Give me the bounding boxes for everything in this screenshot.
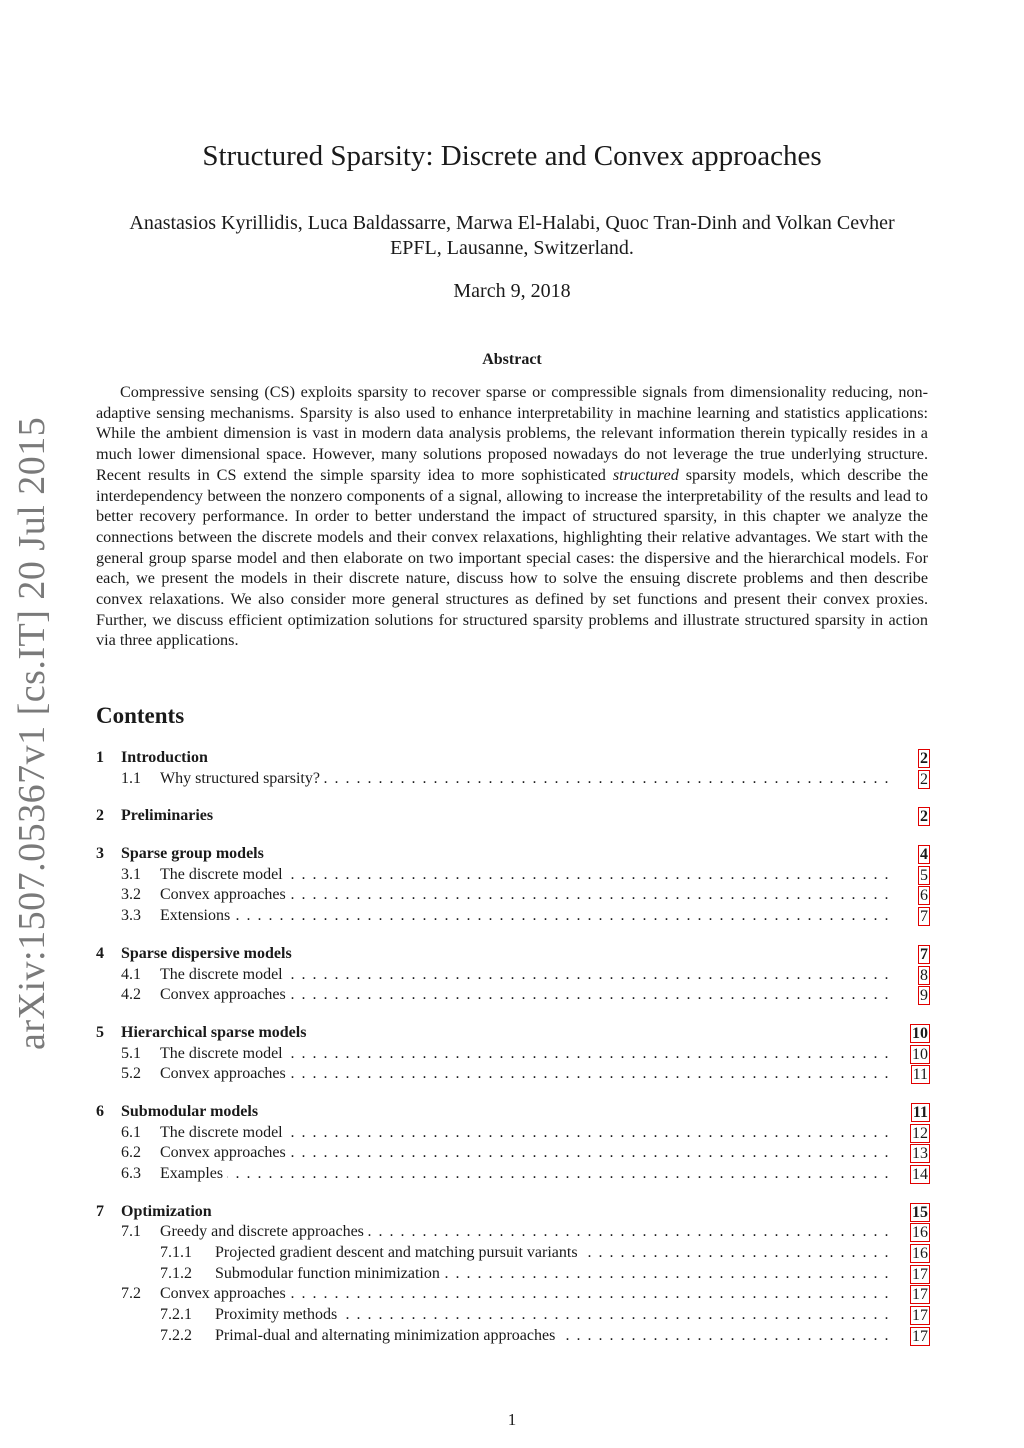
toc-entry[interactable] — [96, 1143, 930, 1164]
toc-entry[interactable] — [96, 1102, 930, 1123]
toc-entry[interactable] — [96, 1305, 930, 1326]
toc-entry-title[interactable]: Primal-dual and alternating minimization approaches — [215, 1327, 559, 1344]
toc-entry-title[interactable]: The discrete model — [160, 966, 287, 983]
toc-entry[interactable] — [96, 1243, 930, 1264]
toc-entry[interactable] — [96, 965, 930, 986]
toc-entry-title[interactable]: Convex approaches — [160, 1065, 290, 1082]
toc-entry[interactable] — [96, 1123, 930, 1144]
toc-entry[interactable] — [96, 748, 930, 769]
toc-entry-title[interactable]: Hierarchical sparse models — [121, 1024, 310, 1041]
toc-entry-number: 5.2 — [121, 1065, 141, 1083]
toc-page-link[interactable]: 14 — [912, 1166, 928, 1183]
toc-entry-title[interactable]: Proximity methods — [215, 1306, 341, 1323]
arxiv-identifier-stamp: arXiv:1507.05367v1 [cs.IT] 20 Jul 2015 — [11, 416, 53, 1050]
toc-entry-title[interactable]: Convex approaches — [160, 886, 290, 903]
toc-entry-number: 2 — [96, 807, 104, 825]
toc-entry[interactable] — [96, 1164, 930, 1185]
toc-entry[interactable] — [96, 1044, 930, 1065]
toc-entry-number: 7.1.1 — [160, 1244, 192, 1262]
affiliation: EPFL, Lausanne, Switzerland. — [390, 237, 634, 259]
toc-entry-number: 7.2.1 — [160, 1306, 192, 1324]
paper-title: Structured Sparsity: Discrete and Convex approaches — [202, 140, 822, 172]
toc-entry-number: 3.3 — [121, 907, 141, 925]
toc-page-link[interactable]: 11 — [912, 1066, 928, 1084]
toc-entry[interactable] — [96, 1202, 930, 1223]
toc-entry-number: 7.1 — [121, 1223, 141, 1241]
toc-entry-number: 3.1 — [121, 865, 141, 883]
toc-entry-title[interactable]: Convex approaches — [160, 986, 290, 1003]
author-list: Anastasios Kyrillidis, Luca Baldassarre, Marwa El-Halabi, Quoc Tran-Dinh and Volkan Cevher — [129, 212, 895, 234]
toc-entry[interactable] — [96, 906, 930, 927]
toc-entry[interactable] — [96, 985, 930, 1006]
toc-entry-number: 6.1 — [121, 1123, 141, 1141]
toc-entry-title[interactable]: Convex approaches — [160, 1144, 290, 1161]
toc-entry-number: 7 — [96, 1202, 104, 1220]
toc-page-link[interactable]: 2 — [920, 770, 928, 788]
toc-entry-number: 6.2 — [121, 1144, 141, 1162]
toc-entry[interactable] — [96, 885, 930, 906]
toc-entry-title[interactable]: Preliminaries — [121, 807, 217, 824]
toc-entry-number: 5.1 — [121, 1044, 141, 1062]
toc-page-link[interactable]: 10 — [912, 1024, 928, 1042]
abstract-emphasis: structured — [612, 465, 679, 484]
toc-entry[interactable] — [96, 844, 930, 865]
abstract-text-part-1: Compressive sensing (CS) exploits sparsity to recover sparse or compressible signals from dimensionality reducing, non-adaptive sensing mechanisms. Sparsity is also used to enhance interpretability in machine learning and statistics applications: While the ambient dimension is vast in modern data analysis problems, the relevant information therein typically resides in a much lower dimensional space. However, many solutions proposed nowadays do not leverage the true underlying structure. Recent results in CS extend the simple sparsity idea to more sophisticated — [96, 383, 928, 484]
toc-entry-number: 1 — [96, 749, 104, 766]
toc-page-link[interactable]: 16 — [912, 1224, 928, 1242]
page-number: 1 — [507, 1410, 517, 1429]
abstract-text-part-2: sparsity models, which describe the interdependency between the nonzero components of a signal, allowing to increase the interpretability of the results and lead to better recovery performance. In order to better understand the impact of structured sparsity, in this chapter we analyze the connections between the discrete models and their convex relaxations, highlighting their relative advantages. We start with the general group sparse model and then elaborate on two important special cases: the dispersive and the hierarchical models. For each, we present the models in their discrete nature, discuss how to solve the ensuing discrete problems and then describe convex relaxations. We also consider more general structures as defined by set functions and present their convex proxies. Further, we discuss efficient optimization solutions for structured sparsity problems and illustrate structured sparsity in action via three applications. — [96, 465, 929, 650]
toc-entry[interactable] — [96, 1064, 930, 1085]
toc-entry-title[interactable]: Why structured sparsity? — [160, 770, 324, 787]
toc-entry-title[interactable]: Examples — [160, 1165, 227, 1182]
toc-entry-number: 7.2 — [121, 1285, 141, 1303]
toc-entry[interactable] — [96, 944, 930, 965]
toc-page-link[interactable]: 7 — [920, 945, 928, 963]
toc-page-link[interactable]: 6 — [920, 887, 928, 905]
toc-entry-number: 6 — [96, 1102, 104, 1120]
toc-entry-number: 1.1 — [121, 769, 141, 787]
contents-heading: Contents — [96, 703, 185, 728]
abstract-text — [96, 382, 928, 651]
toc-page-link[interactable]: 11 — [912, 1103, 928, 1121]
toc-entry-title[interactable]: The discrete model — [160, 1045, 287, 1062]
toc-entry[interactable] — [96, 865, 930, 886]
toc-entry[interactable] — [96, 1023, 930, 1044]
toc-entry-number: 6.3 — [121, 1165, 141, 1182]
toc-page-link[interactable]: 9 — [920, 987, 928, 1005]
toc-page-link[interactable]: 2 — [920, 808, 928, 826]
toc-page-link[interactable]: 17 — [912, 1286, 928, 1304]
toc-entry-title[interactable]: Sparse group models — [121, 845, 268, 862]
toc-page-link[interactable]: 10 — [912, 1045, 928, 1063]
author-block — [0, 211, 1024, 261]
toc-page-link[interactable]: 12 — [912, 1124, 928, 1142]
toc-entry-number: 3 — [96, 845, 104, 863]
toc-entry[interactable] — [96, 806, 930, 827]
toc-page-link[interactable]: 13 — [912, 1145, 928, 1163]
toc-entry[interactable] — [96, 1284, 930, 1305]
toc-entry-title[interactable]: Submodular function minimization — [215, 1265, 444, 1282]
toc-entry[interactable] — [96, 769, 930, 790]
toc-page-link[interactable]: 7 — [920, 908, 928, 926]
abstract-heading: Abstract — [482, 351, 542, 368]
toc-entry[interactable] — [96, 1264, 930, 1285]
toc-entry[interactable] — [96, 1326, 930, 1347]
toc-entry-number: 4 — [96, 944, 104, 962]
toc-entry-number: 3.2 — [121, 886, 141, 904]
toc-entry-title[interactable]: Convex approaches — [160, 1285, 290, 1302]
toc-page-link[interactable]: 5 — [920, 866, 928, 884]
toc-page-link[interactable]: 2 — [920, 750, 928, 767]
toc-entry-title[interactable]: The discrete model — [160, 1124, 287, 1141]
toc-entry[interactable] — [96, 1222, 930, 1243]
toc-entry-title[interactable]: Greedy and discrete approaches — [160, 1223, 368, 1240]
toc-entry-title[interactable]: Projected gradient descent and matching pursuit variants — [215, 1244, 582, 1261]
paper-date: March 9, 2018 — [453, 280, 571, 302]
toc-entry-number: 4.2 — [121, 986, 141, 1004]
toc-page-link[interactable]: 16 — [912, 1245, 928, 1263]
toc-entry-number: 7.2.2 — [160, 1326, 192, 1344]
toc-entry-title[interactable]: Submodular models — [121, 1103, 262, 1120]
toc-entry-title[interactable]: Introduction — [121, 749, 212, 766]
toc-entry-title[interactable]: The discrete model — [160, 866, 287, 883]
toc-page-link[interactable]: 17 — [912, 1307, 928, 1325]
toc-page-link[interactable]: 15 — [912, 1203, 928, 1221]
toc-entry-number: 4.1 — [121, 965, 141, 983]
table-of-contents — [96, 748, 930, 1347]
toc-page-link[interactable]: 4 — [920, 846, 928, 864]
toc-page-link[interactable]: 17 — [912, 1327, 928, 1345]
toc-entry-number: 5 — [96, 1023, 104, 1041]
toc-entry-title[interactable]: Sparse dispersive models — [121, 945, 296, 962]
toc-entry-title[interactable]: Extensions — [160, 907, 234, 924]
toc-page-link[interactable]: 8 — [920, 966, 928, 984]
toc-entry-title[interactable]: Optimization — [121, 1203, 216, 1220]
toc-entry-number: 7.1.2 — [160, 1264, 192, 1282]
toc-page-link[interactable]: 17 — [912, 1265, 928, 1283]
